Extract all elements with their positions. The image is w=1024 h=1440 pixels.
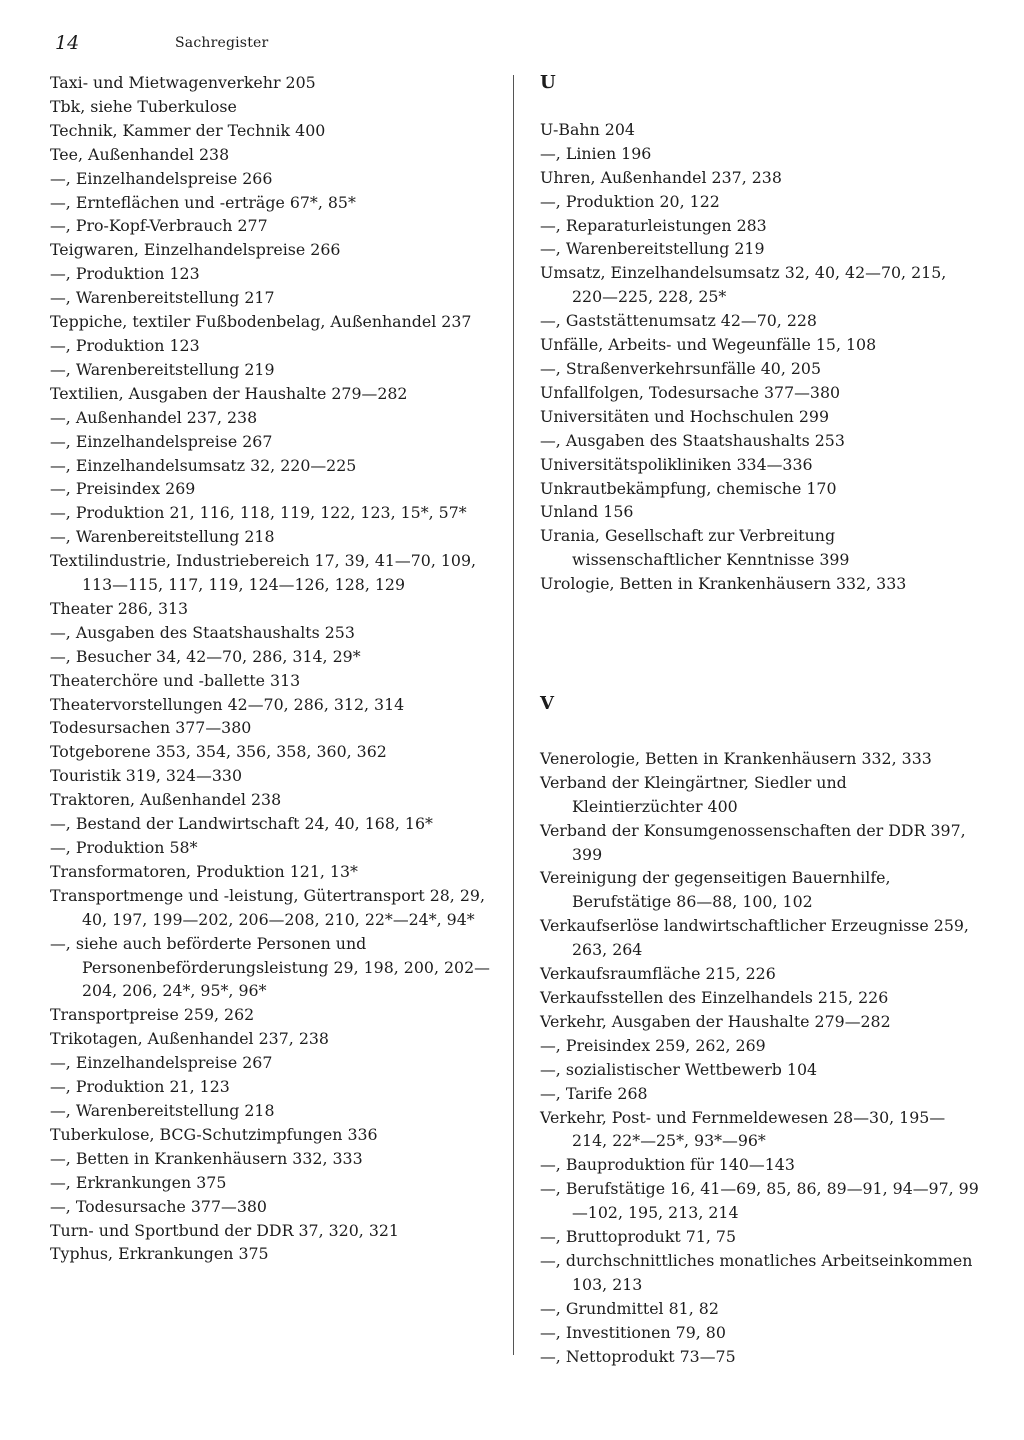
index-entry: Unkrautbekämpfung, chemische 170: [540, 478, 837, 498]
index-entry: Verkaufsraumfläche 215, 226: [540, 964, 776, 984]
running-head: Sachregister: [175, 35, 269, 51]
index-entry: —, Erkrankungen 375: [50, 1172, 227, 1192]
index-entry: Teigwaren, Einzelhandelspreise 266: [50, 240, 341, 260]
index-entry: Typhus, Erkrankungen 375: [50, 1244, 269, 1264]
index-entry: Transportpreise 259, 262: [50, 1005, 255, 1025]
section-letter-v: V: [540, 693, 554, 715]
index-entry: —, Warenbereitstellung 219: [540, 239, 765, 259]
index-entry: —, Einzelhandelsumsatz 32, 220—225: [50, 455, 357, 475]
index-entry: Urania, Gesellschaft zur Verbreitung wissenschaftlicher Kenntnisse 399: [540, 526, 850, 570]
index-entry: —, Preisindex 269: [50, 479, 196, 499]
index-entry: —, siehe auch beförderte Personen und Personenbeförderungsleistung 29, 198, 200, 202—204, 206, 24*, 95*, 96*: [50, 933, 490, 1001]
index-entry: Theaterchöre und -ballette 313: [50, 670, 301, 690]
index-entry: Trikotagen, Außenhandel 237, 238: [50, 1029, 329, 1049]
index-entry: Taxi- und Mietwagenverkehr 205: [50, 73, 316, 92]
index-entry: Technik, Kammer der Technik 400: [50, 120, 326, 140]
index-entry: —, Tarife 268: [540, 1083, 648, 1103]
index-entry: Textilindustrie, Industriebereich 17, 39, 41—70, 109, 113—115, 117, 119, 124—126, 128, 129: [50, 551, 477, 595]
index-entry: —, Bruttoprodukt 71, 75: [540, 1227, 737, 1247]
index-entry: Tbk, siehe Tuberkulose: [50, 96, 237, 116]
index-entry: —, Betten in Krankenhäusern 332, 333: [50, 1148, 363, 1168]
index-entry: —, Außenhandel 237, 238: [50, 407, 258, 427]
index-entry: —, Berufstätige 16, 41—69, 85, 86, 89—91, 94—97, 99—102, 195, 213, 214: [540, 1179, 979, 1223]
index-entry: Verband der Konsumgenossenschaften der DDR 397, 399: [540, 820, 966, 864]
index-entry: —, Todesursache 377—380: [50, 1196, 267, 1216]
index-entry: Transformatoren, Produktion 121, 13*: [50, 861, 358, 881]
index-entry: Unfallfolgen, Todesursache 377—380: [540, 382, 841, 402]
index-entry: —, Einzelhandelspreise 267: [50, 1053, 273, 1073]
index-entry: Verkaufsstellen des Einzelhandels 215, 226: [540, 988, 889, 1007]
index-entry: Totgeborene 353, 354, 356, 358, 360, 362: [50, 742, 387, 762]
index-entry: Universitäten und Hochschulen 299: [540, 406, 830, 426]
index-entry: —, Einzelhandelspreise 267: [50, 431, 273, 451]
page-header: [55, 32, 269, 56]
index-entry: Transportmenge und -leistung, Gütertransport 28, 29, 40, 197, 199—202, 206—208, 210, 22*—24*, 94*: [50, 885, 485, 929]
index-entry: Verkehr, Post- und Fernmeldewesen 28—30, 195—214, 22*—25*, 93*—96*: [540, 1107, 946, 1151]
section-u-entries: [540, 118, 980, 596]
index-entry: —, Linien 196: [540, 143, 652, 163]
index-entry: —, Bestand der Landwirtschaft 24, 40, 168, 16*: [50, 814, 433, 834]
index-entry: U-Bahn 204: [540, 119, 635, 139]
index-entry: —, Preisindex 259, 262, 269: [540, 1035, 766, 1055]
index-entry: —, Warenbereitstellung 218: [50, 1100, 275, 1120]
index-entry: —, Ernteflächen und -erträge 67*, 85*: [50, 192, 356, 212]
index-entry: —, Grundmittel 81, 82: [540, 1298, 719, 1318]
index-entry: —, Investitionen 79, 80: [540, 1322, 726, 1342]
index-entry: Turn- und Sportbund der DDR 37, 320, 321: [50, 1220, 399, 1240]
index-entry: —, sozialistischer Wettbewerb 104: [540, 1059, 818, 1079]
index-entry: Theatervorstellungen 42—70, 286, 312, 314: [50, 694, 405, 714]
index-column-left: [50, 71, 490, 1266]
index-entry: —, Produktion 21, 116, 118, 119, 122, 123, 15*, 57*: [50, 503, 467, 523]
index-entry: Uhren, Außenhandel 237, 238: [540, 167, 782, 187]
index-entry: —, Produktion 123: [50, 264, 200, 284]
index-entry: Touristik 319, 324—330: [50, 766, 242, 786]
index-entry: Teppiche, textiler Fußbodenbelag, Außenhandel 237: [50, 312, 472, 332]
index-entry: —, Warenbereitstellung 218: [50, 527, 275, 547]
index-entry: Tuberkulose, BCG-Schutzimpfungen 336: [50, 1124, 378, 1144]
index-entry: Vereinigung der gegenseitigen Bauernhilfe, Berufstätige 86—88, 100, 102: [540, 868, 891, 912]
index-entry: —, Warenbereitstellung 217: [50, 288, 275, 308]
index-entry: Textilien, Ausgaben der Haushalte 279—282: [50, 383, 408, 403]
index-entry: —, Nettoprodukt 73—75: [540, 1346, 736, 1366]
index-entry: Unfälle, Arbeits- und Wegeunfälle 15, 108: [540, 335, 877, 355]
column-divider: [513, 75, 514, 1355]
index-entry: —, Warenbereitstellung 219: [50, 359, 275, 379]
section-v-entries: [540, 747, 980, 1369]
index-entry: Verkaufserlöse landwirtschaftlicher Erzeugnisse 259, 263, 264: [540, 916, 969, 960]
index-entry: Venerologie, Betten in Krankenhäusern 332, 333: [540, 748, 932, 768]
index-entry: Traktoren, Außenhandel 238: [50, 790, 282, 810]
index-entry: Unland 156: [540, 502, 634, 522]
index-entry: —, Ausgaben des Staatshaushalts 253: [540, 430, 845, 450]
index-entry: —, Ausgaben des Staatshaushalts 253: [50, 622, 355, 642]
index-entry: —, Einzelhandelspreise 266: [50, 168, 273, 188]
index-entry: —, Produktion 20, 122: [540, 191, 720, 211]
index-entry: Theater 286, 313: [50, 598, 189, 618]
index-entry: Universitätspolikliniken 334—336: [540, 454, 813, 474]
index-entry: —, durchschnittliches monatliches Arbeitseinkommen 103, 213: [540, 1250, 973, 1294]
index-entry: Umsatz, Einzelhandelsumsatz 32, 40, 42—70, 215, 220—225, 228, 25*: [540, 263, 947, 307]
page-number: 14: [55, 32, 80, 54]
index-entry: Todesursachen 377—380: [50, 718, 252, 738]
index-entry: Verband der Kleingärtner, Siedler und Kleintierzüchter 400: [540, 772, 847, 816]
index-entry: —, Pro-Kopf-Verbrauch 277: [50, 216, 268, 236]
index-entry: —, Gaststättenumsatz 42—70, 228: [540, 311, 817, 331]
index-entry: —, Produktion 123: [50, 335, 200, 355]
index-entry: —, Produktion 21, 123: [50, 1077, 230, 1097]
index-entry: Verkehr, Ausgaben der Haushalte 279—282: [540, 1011, 891, 1031]
index-entry: —, Besucher 34, 42—70, 286, 314, 29*: [50, 646, 361, 666]
section-letter-u: U: [540, 72, 556, 93]
index-entry: —, Produktion 58*: [50, 838, 198, 857]
index-entry: Tee, Außenhandel 238: [50, 144, 230, 164]
index-entry: —, Reparaturleistungen 283: [540, 215, 767, 235]
index-column-right: [540, 71, 980, 1369]
index-entry: Urologie, Betten in Krankenhäusern 332, 333: [540, 574, 907, 594]
index-entry: —, Bauproduktion für 140—143: [540, 1155, 795, 1175]
index-entry: —, Straßenverkehrsunfälle 40, 205: [540, 358, 822, 378]
